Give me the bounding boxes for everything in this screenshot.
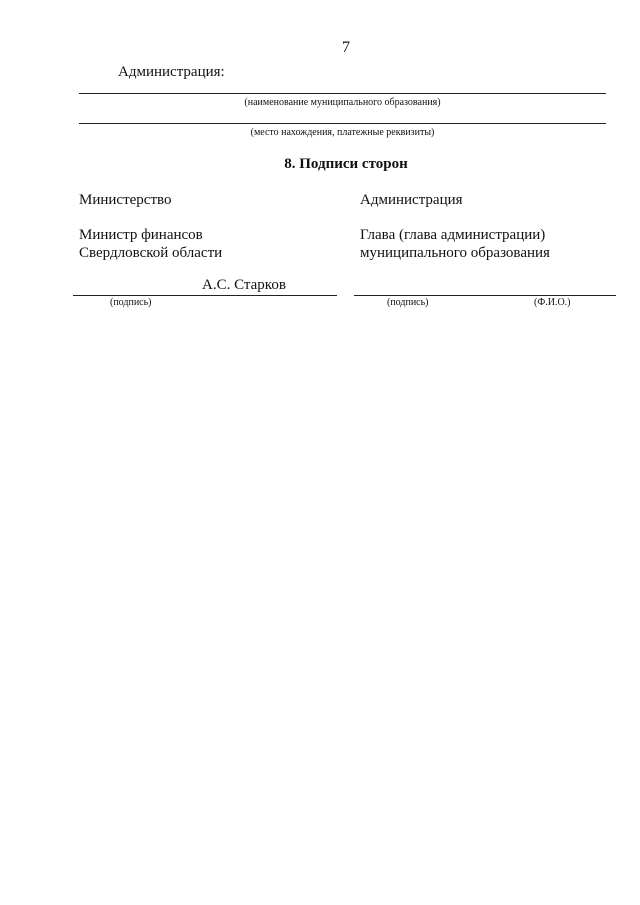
left-signer-name: А.С. Старков <box>202 277 286 293</box>
right-name-caption: (Ф.И.О.) <box>534 297 571 308</box>
location-details-caption: (место нахождения, платежные реквизиты) <box>250 127 435 138</box>
municipality-name-caption: (наименование муниципального образования) <box>244 97 441 108</box>
right-signature-caption: (подпись) <box>387 297 429 308</box>
administration-label: Администрация: <box>118 64 225 80</box>
page-number: 7 <box>342 39 350 56</box>
left-signature-line <box>73 295 337 296</box>
left-signature-caption: (подпись) <box>110 297 152 308</box>
right-party-heading: Администрация <box>360 192 463 208</box>
left-party-position-line1: Министр финансов <box>79 227 203 243</box>
right-party-position-line1: Глава (глава администрации) <box>360 227 546 243</box>
left-party-position-line2: Свердловской области <box>79 245 223 261</box>
right-signature-line <box>354 295 616 296</box>
location-details-line <box>79 123 606 124</box>
section-title: 8. Подписи сторон <box>284 156 408 172</box>
left-party-heading: Министерство <box>79 192 172 208</box>
municipality-name-line <box>79 93 606 94</box>
right-party-position-line2: муниципального образования <box>360 245 550 261</box>
